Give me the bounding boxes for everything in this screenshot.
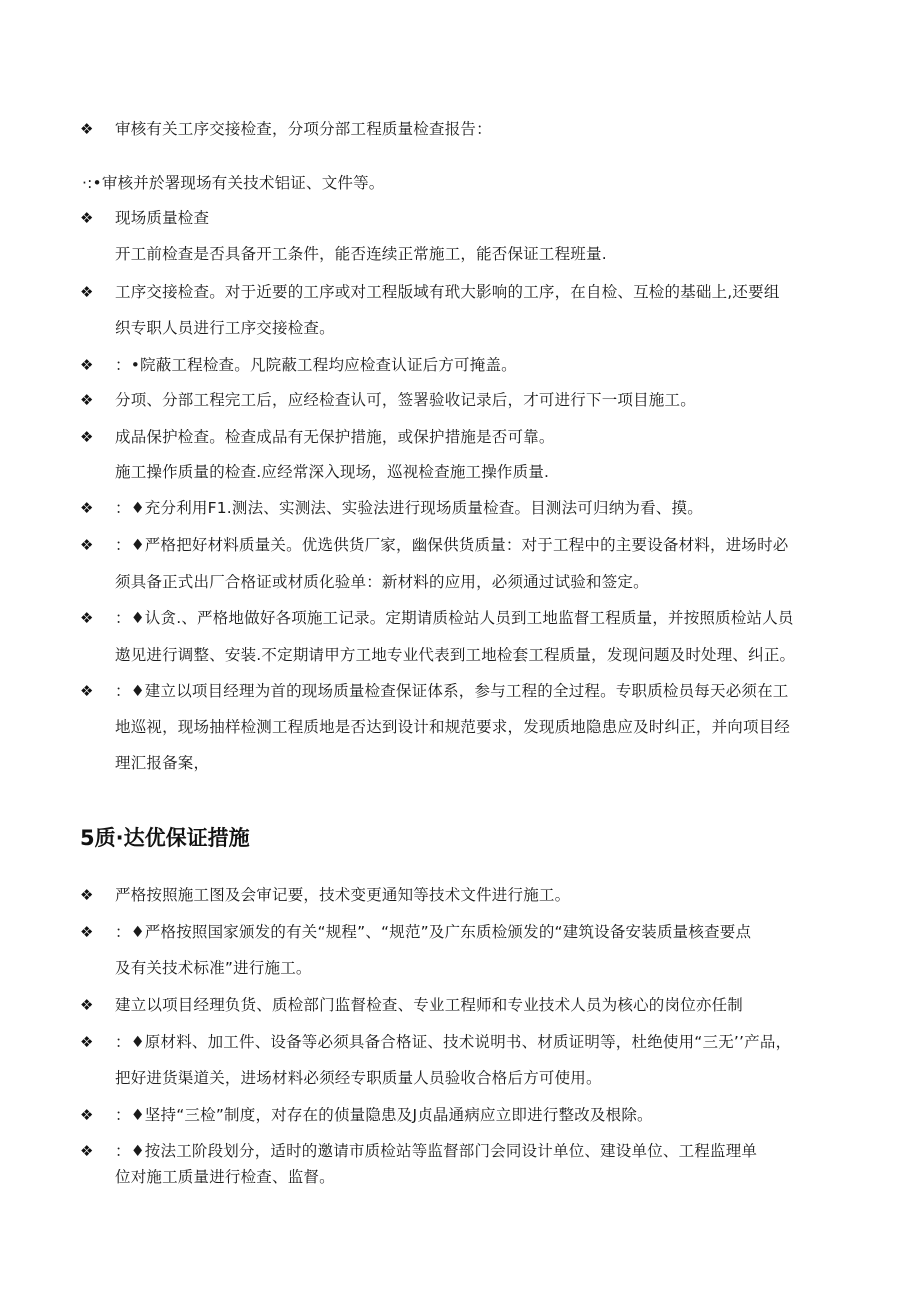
bullet-icon: ❖ xyxy=(80,209,94,227)
text-line: ：♦严格把好材料质量关。优选供货厂家，幽保供货质量：对于工程中的主要设备材料，进场时必 xyxy=(115,536,789,554)
text-line: 工序交接检查。对于近要的工序或对工程版域有玳大影响的工序，在自检、互检的基础上,还要组 xyxy=(115,283,780,301)
text-line: ：♦建立以项目经理为首的现场质量检查保证体系，参与工程的全过程。专职质检员每天必须在工 xyxy=(115,682,789,700)
text-line: 织专职人员进行工序交接检查。 xyxy=(115,319,335,337)
bullet-icon: ❖ xyxy=(80,923,94,941)
text-line: 施工操作质量的检查.应经常深入现场，巡视检查施工操作质量. xyxy=(115,463,550,481)
bullet-icon: ❖ xyxy=(80,886,94,904)
text-line: 开工前检查是否具备开工条件，能否连续正常施工，能否保证工程班量. xyxy=(115,245,607,263)
bullet-icon: ❖ xyxy=(80,1106,94,1124)
text-line: 成品保护检查。检查成品有无保护措施，或保护措施是否可靠。 xyxy=(115,428,555,446)
text-line: 及有关技术标准”进行施工。 xyxy=(115,959,312,977)
text-line: 遨见进行调整、安装.不定期请甲方工地专业代表到工地检套工程质量，发现问题及时处理、纠正。 xyxy=(115,646,796,664)
text-line: 须具备正式出厂合格证或材质化验单：新材料的应用，必须通过试验和签定。 xyxy=(115,573,649,591)
text-line: 审核有关工序交接检查，分项分部工程质量检查报告： xyxy=(115,120,492,138)
section-heading: 5质·达优保证措施 xyxy=(80,826,250,850)
text-line: ：♦认贪.、严格地做好各项施工记录。定期请质检站人员到工地监督工程质量，并按照质检站人员 xyxy=(115,609,794,627)
bullet-icon: ❖ xyxy=(80,1142,94,1160)
bullet-icon: ❖ xyxy=(80,609,94,627)
bullet-icon: ❖ xyxy=(80,1033,94,1051)
bullet-icon: ❖ xyxy=(80,120,94,138)
bullet-icon: ❖ xyxy=(80,428,94,446)
text-line: ·:•审核并於署现场有关技术铝证、文件等。 xyxy=(82,174,385,192)
text-line: 分项、分部工程完工后，应经检查认可，签署验收记录后，才可进行下一项目施工。 xyxy=(115,391,696,409)
text-line: ：•院蔽工程检查。凡院蔽工程均应检查认证后方可掩盖。 xyxy=(115,356,517,374)
bullet-icon: ❖ xyxy=(80,283,94,301)
text-line: 建立以项目经理负货、质检部门监督检查、专业工程师和专业技术人员为核心的岗位亦任制 xyxy=(115,996,744,1014)
text-line: ：♦按法工阶段划分，适时的邀请市质检站等监督部门会同设计单位、建设单位、工程监理单 xyxy=(115,1142,758,1160)
text-line: ：♦原材料、加工件、设备等必须具备合格证、技术说明书、材质证明等，杜绝使用“三无’’产品， xyxy=(115,1033,792,1051)
bullet-icon: ❖ xyxy=(80,536,94,554)
text-line: 理汇报备案， xyxy=(115,754,210,772)
text-line: 严格按照施工图及会审记要，技术变更通知等技术文件进行施工。 xyxy=(115,886,571,904)
text-line: 位对施工质量进行检查、监督。 xyxy=(115,1168,335,1186)
bullet-icon: ❖ xyxy=(80,356,94,374)
text-line: ：♦充分利用F1.测法、实测法、实验法进行现场质量检查。目测法可归纳为看、摸。 xyxy=(115,499,703,517)
text-line: 把好进货渠道关，进场材料必须经专职质量人员验收合格后方可使用。 xyxy=(115,1069,602,1087)
bullet-icon: ❖ xyxy=(80,996,94,1014)
bullet-icon: ❖ xyxy=(80,391,94,409)
bullet-icon: ❖ xyxy=(80,682,94,700)
text-line: 现场质量检查 xyxy=(115,209,210,227)
text-line: 地巡视，现场抽样检测工程质地是否达到设计和规范要求，发现质地隐患应及时纠正，并向项目经 xyxy=(115,718,791,736)
text-line: ：♦严格按照国家颁发的有关“规程”、“规范”及广东质检颁发的“建筑设备安装质量核查要点 xyxy=(115,923,752,941)
bullet-icon: ❖ xyxy=(80,499,94,517)
text-line: ：♦坚持“三检”制度，对存在的侦量隐患及J贞晶通病应立即进行整改及根除。 xyxy=(115,1106,653,1124)
